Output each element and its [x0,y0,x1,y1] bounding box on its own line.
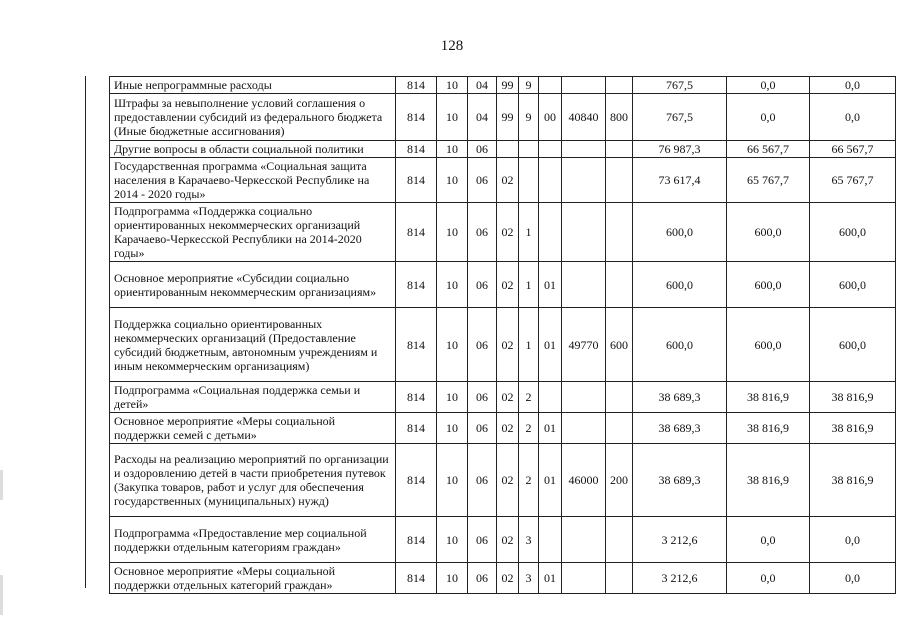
scan-edge-mark [0,470,3,500]
code-expense-type [606,158,633,203]
amount-year-2: 0,0 [727,517,810,563]
row-name: Штрафы за невыполнение условий соглашения о предоставлении субсидий из федерального бюджета (Иные бюджетные ассигнования) [110,94,396,141]
row-name: Другие вопросы в области социальной политики [110,141,396,158]
code-direction [562,413,606,444]
code-expense-type: 800 [606,94,633,141]
amount-year-1: 600,0 [633,203,727,262]
code-subsection: 04 [468,77,497,94]
code-ved: 814 [396,203,437,262]
table-row [110,382,896,413]
code-ved: 814 [396,158,437,203]
budget-table [109,76,896,594]
amount-year-3: 600,0 [810,203,896,262]
code-subprogram: 2 [519,382,539,413]
code-ved: 814 [396,141,437,158]
row-name: Поддержка социально ориентированных некоммерческих организаций (Предоставление субсидий бюджетным, автономным учреждениям и иным некоммерческим организациям) [110,308,396,382]
amount-year-1: 38 689,3 [633,413,727,444]
code-ved: 814 [396,413,437,444]
code-subsection: 06 [468,141,497,158]
code-expense-type [606,413,633,444]
amount-year-1: 600,0 [633,308,727,382]
code-subprogram: 1 [519,203,539,262]
row-name: Иные непрограммные расходы [110,77,396,94]
code-subprogram: 1 [519,308,539,382]
amount-year-2: 65 767,7 [727,158,810,203]
table-row [110,77,896,94]
amount-year-2: 38 816,9 [727,413,810,444]
code-program: 02 [497,382,519,413]
code-direction [562,158,606,203]
amount-year-1: 38 689,3 [633,382,727,413]
code-subsection: 06 [468,203,497,262]
amount-year-1: 38 689,3 [633,444,727,517]
amount-year-1: 767,5 [633,94,727,141]
amount-year-2: 66 567,7 [727,141,810,158]
table-row [110,444,896,517]
code-section: 10 [437,517,468,563]
code-activity [539,382,562,413]
table-row [110,141,896,158]
code-activity [539,203,562,262]
code-section: 10 [437,77,468,94]
code-program: 99 [497,77,519,94]
code-ved: 814 [396,94,437,141]
amount-year-3: 38 816,9 [810,444,896,517]
code-subprogram: 9 [519,94,539,141]
amount-year-2: 38 816,9 [727,444,810,517]
code-subsection: 06 [468,262,497,308]
row-name: Подпрограмма «Предоставление мер социальной поддержки отдельным категориям граждан» [110,517,396,563]
code-subsection: 06 [468,158,497,203]
amount-year-2: 0,0 [727,563,810,594]
row-name: Государственная программа «Социальная защита населения в Карачаево-Черкесской Республике на 2014 - 2020 годы» [110,158,396,203]
code-program: 02 [497,308,519,382]
table-row [110,308,896,382]
table-row [110,94,896,141]
code-subsection: 06 [468,563,497,594]
code-expense-type [606,563,633,594]
code-subsection: 06 [468,413,497,444]
code-direction [562,517,606,563]
amount-year-3: 65 767,7 [810,158,896,203]
amount-year-3: 600,0 [810,262,896,308]
amount-year-3: 600,0 [810,308,896,382]
code-subprogram: 2 [519,444,539,517]
code-program: 02 [497,563,519,594]
code-subsection: 06 [468,308,497,382]
budget-table-body [110,77,896,594]
code-program [497,141,519,158]
table-row [110,262,896,308]
code-activity: 01 [539,308,562,382]
code-expense-type: 200 [606,444,633,517]
amount-year-2: 38 816,9 [727,382,810,413]
code-direction: 46000 [562,444,606,517]
code-section: 10 [437,158,468,203]
code-program: 02 [497,413,519,444]
code-section: 10 [437,203,468,262]
code-subprogram: 3 [519,563,539,594]
code-section: 10 [437,262,468,308]
amount-year-3: 38 816,9 [810,382,896,413]
code-expense-type [606,141,633,158]
code-subprogram: 3 [519,517,539,563]
amount-year-1: 73 617,4 [633,158,727,203]
code-section: 10 [437,308,468,382]
code-program: 02 [497,203,519,262]
code-activity: 01 [539,262,562,308]
amount-year-3: 0,0 [810,77,896,94]
amount-year-1: 3 212,6 [633,563,727,594]
code-direction [562,141,606,158]
code-ved: 814 [396,308,437,382]
code-subsection: 04 [468,94,497,141]
code-subprogram: 2 [519,413,539,444]
code-direction [562,77,606,94]
code-direction [562,262,606,308]
code-direction: 49770 [562,308,606,382]
code-expense-type [606,262,633,308]
code-direction: 40840 [562,94,606,141]
row-name: Основное мероприятие «Меры социальной поддержки семей с детьми» [110,413,396,444]
amount-year-2: 600,0 [727,203,810,262]
code-ved: 814 [396,382,437,413]
code-direction [562,203,606,262]
row-name: Основное мероприятие «Меры социальной поддержки отдельных категорий граждан» [110,563,396,594]
code-subprogram [519,158,539,203]
amount-year-2: 600,0 [727,308,810,382]
amount-year-2: 0,0 [727,94,810,141]
row-name: Подпрограмма «Социальная поддержка семьи и детей» [110,382,396,413]
code-expense-type [606,77,633,94]
code-activity: 01 [539,444,562,517]
code-direction [562,382,606,413]
code-activity: 01 [539,563,562,594]
code-activity [539,141,562,158]
code-expense-type [606,203,633,262]
table-row [110,563,896,594]
code-section: 10 [437,444,468,517]
amount-year-2: 0,0 [727,77,810,94]
row-name: Основное мероприятие «Субсидии социально ориентированным некоммерческим организациям» [110,262,396,308]
amount-year-3: 0,0 [810,517,896,563]
code-activity [539,77,562,94]
code-program: 02 [497,158,519,203]
table-row [110,203,896,262]
table-row [110,517,896,563]
amount-year-2: 600,0 [727,262,810,308]
amount-year-3: 0,0 [810,94,896,141]
code-ved: 814 [396,517,437,563]
code-section: 10 [437,141,468,158]
amount-year-3: 66 567,7 [810,141,896,158]
code-subsection: 06 [468,382,497,413]
code-program: 02 [497,444,519,517]
code-activity: 00 [539,94,562,141]
code-expense-type [606,517,633,563]
amount-year-1: 3 212,6 [633,517,727,563]
code-expense-type [606,382,633,413]
amount-year-3: 0,0 [810,563,896,594]
code-ved: 814 [396,444,437,517]
code-ved: 814 [396,262,437,308]
code-activity [539,158,562,203]
code-subprogram: 9 [519,77,539,94]
code-subprogram: 1 [519,262,539,308]
amount-year-1: 76 987,3 [633,141,727,158]
code-ved: 814 [396,77,437,94]
table-row [110,413,896,444]
code-expense-type: 600 [606,308,633,382]
code-subsection: 06 [468,444,497,517]
row-name: Подпрограмма «Поддержка социально ориентированных некоммерческих организаций Карачаево-Черкесской Республики на 2014-2020 годы» [110,203,396,262]
amount-year-1: 600,0 [633,262,727,308]
code-section: 10 [437,382,468,413]
left-margin-rule [85,76,86,588]
code-activity: 01 [539,413,562,444]
code-activity [539,517,562,563]
page-number: 128 [440,38,464,54]
table-row [110,158,896,203]
code-section: 10 [437,563,468,594]
code-subsection: 06 [468,517,497,563]
code-program: 99 [497,94,519,141]
row-name: Расходы на реализацию мероприятий по организации и оздоровлению детей в части приобретения путевок (Закупка товаров, работ и услуг для обеспечения государственных (муниципальных) нужд) [110,444,396,517]
amount-year-1: 767,5 [633,77,727,94]
code-section: 10 [437,413,468,444]
code-ved: 814 [396,563,437,594]
code-program: 02 [497,517,519,563]
amount-year-3: 38 816,9 [810,413,896,444]
scan-edge-mark [0,575,3,615]
code-section: 10 [437,94,468,141]
code-subprogram [519,141,539,158]
code-program: 02 [497,262,519,308]
code-direction [562,563,606,594]
